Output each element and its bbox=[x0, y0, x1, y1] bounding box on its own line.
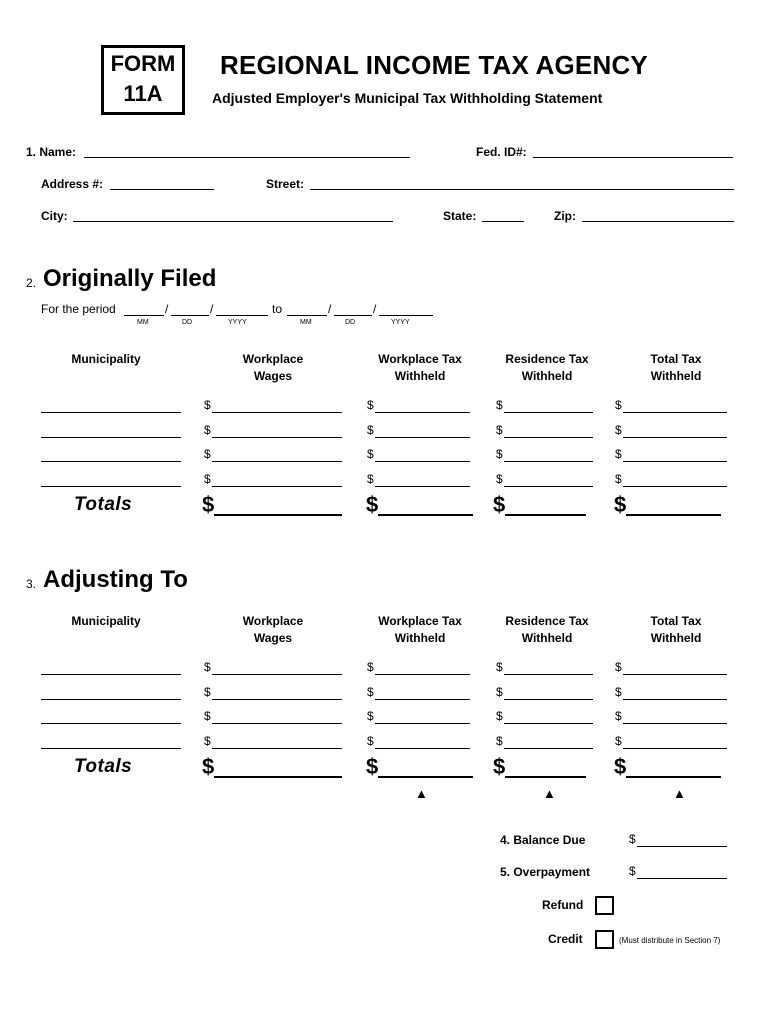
dollar-sign: $ bbox=[496, 660, 503, 674]
residence-tax-field[interactable] bbox=[504, 437, 593, 438]
dollar-sign: $ bbox=[202, 492, 215, 517]
dollar-sign: $ bbox=[629, 832, 636, 846]
dollar-sign: $ bbox=[615, 423, 622, 437]
dollar-sign: $ bbox=[204, 447, 211, 461]
period-end-year[interactable] bbox=[379, 315, 433, 316]
dollar-sign: $ bbox=[367, 398, 374, 412]
col-workplace-tax: Workplace Tax Withheld bbox=[378, 614, 462, 645]
section-3-title: Adjusting To bbox=[43, 566, 188, 593]
period-label: For the period bbox=[41, 302, 116, 316]
residence-tax-field[interactable] bbox=[504, 723, 593, 724]
municipality-field[interactable] bbox=[41, 748, 181, 749]
workplace-wages-field[interactable] bbox=[212, 699, 342, 700]
overpayment-field[interactable] bbox=[637, 878, 727, 879]
zip-label: Zip: bbox=[554, 209, 576, 223]
dollar-sign: $ bbox=[204, 423, 211, 437]
total-tax-field[interactable] bbox=[623, 748, 727, 749]
period-start-year[interactable] bbox=[216, 315, 268, 316]
fed-id-field[interactable] bbox=[533, 157, 733, 158]
fed-id-label: Fed. ID#: bbox=[476, 145, 527, 159]
form-number-box bbox=[101, 45, 185, 115]
period-start-month[interactable] bbox=[124, 315, 164, 316]
dollar-sign: $ bbox=[493, 754, 506, 779]
dollar-sign: $ bbox=[496, 685, 503, 699]
city-label: City: bbox=[41, 209, 68, 223]
date-separator: / bbox=[165, 302, 169, 316]
workplace-wages-field[interactable] bbox=[212, 412, 342, 413]
date-separator: / bbox=[210, 302, 214, 316]
credit-checkbox[interactable] bbox=[595, 930, 614, 949]
municipality-field[interactable] bbox=[41, 723, 181, 724]
total-tax-field[interactable] bbox=[623, 723, 727, 724]
credit-note: (Must distribute in Section 7) bbox=[619, 936, 721, 945]
dollar-sign: $ bbox=[496, 398, 503, 412]
dollar-sign: $ bbox=[366, 492, 379, 517]
dollar-sign: $ bbox=[366, 754, 379, 779]
overpayment-label: 5. Overpayment bbox=[500, 865, 591, 879]
dd-hint: DD bbox=[182, 319, 193, 326]
dollar-sign: $ bbox=[204, 709, 211, 723]
dollar-sign: $ bbox=[367, 709, 374, 723]
dollar-sign: $ bbox=[614, 492, 627, 517]
dollar-sign: $ bbox=[204, 685, 211, 699]
municipality-field[interactable] bbox=[41, 699, 181, 700]
residence-tax-field[interactable] bbox=[504, 486, 593, 487]
residence-tax-field[interactable] bbox=[504, 412, 593, 413]
dollar-sign: $ bbox=[615, 709, 622, 723]
section-2-number: 2. bbox=[26, 276, 37, 290]
dollar-sign: $ bbox=[367, 472, 374, 486]
period-end-day[interactable] bbox=[334, 315, 372, 316]
dollar-sign: $ bbox=[367, 685, 374, 699]
dollar-sign: $ bbox=[614, 754, 627, 779]
workplace-tax-field[interactable] bbox=[375, 748, 470, 749]
workplace-tax-field[interactable] bbox=[375, 437, 470, 438]
workplace-tax-field[interactable] bbox=[375, 461, 470, 462]
dollar-sign: $ bbox=[496, 734, 503, 748]
workplace-wages-field[interactable] bbox=[212, 486, 342, 487]
balance-due-label: 4. Balance Due bbox=[500, 833, 586, 847]
municipality-field[interactable] bbox=[41, 437, 181, 438]
street-label: Street: bbox=[266, 177, 305, 191]
period-end-month[interactable] bbox=[287, 315, 327, 316]
totals-label: Totals bbox=[74, 494, 133, 515]
zip-field[interactable] bbox=[582, 221, 734, 222]
workplace-wages-field[interactable] bbox=[212, 437, 342, 438]
yyyy-hint: YYYY bbox=[391, 319, 410, 326]
state-field[interactable] bbox=[482, 221, 524, 222]
form-number: 11A bbox=[123, 81, 163, 106]
section-2-title: Originally Filed bbox=[43, 265, 217, 292]
total-workplace-tax-field[interactable] bbox=[378, 514, 473, 516]
dollar-sign: $ bbox=[615, 447, 622, 461]
total-workplace-tax-field[interactable] bbox=[378, 776, 473, 778]
refund-label: Refund bbox=[542, 898, 584, 912]
mm-hint: MM bbox=[300, 319, 312, 326]
total-residence-tax-field[interactable] bbox=[505, 776, 586, 778]
workplace-tax-field[interactable] bbox=[375, 723, 470, 724]
workplace-tax-field[interactable] bbox=[375, 699, 470, 700]
name-label: 1. Name: bbox=[26, 145, 77, 159]
col-workplace-tax: Workplace Tax Withheld bbox=[378, 352, 462, 383]
total-tax-field[interactable] bbox=[623, 461, 727, 462]
dollar-sign: $ bbox=[202, 754, 215, 779]
dollar-sign: $ bbox=[496, 447, 503, 461]
up-arrow-icon: ▲ bbox=[415, 786, 428, 801]
dollar-sign: $ bbox=[204, 398, 211, 412]
col-total-tax: Total Tax Withheld bbox=[650, 614, 702, 645]
total-tax-field[interactable] bbox=[623, 486, 727, 487]
period-start-day[interactable] bbox=[171, 315, 209, 316]
dd-hint: DD bbox=[345, 319, 356, 326]
to-label: to bbox=[272, 302, 283, 316]
workplace-wages-field[interactable] bbox=[212, 723, 342, 724]
col-residence-tax: Residence Tax Withheld bbox=[505, 352, 589, 383]
dollar-sign: $ bbox=[367, 734, 374, 748]
dollar-sign: $ bbox=[615, 398, 622, 412]
date-separator: / bbox=[328, 302, 332, 316]
yyyy-hint: YYYY bbox=[228, 319, 247, 326]
up-arrow-icon: ▲ bbox=[673, 786, 686, 801]
total-workplace-wages-field[interactable] bbox=[214, 776, 342, 778]
workplace-wages-field[interactable] bbox=[212, 461, 342, 462]
dollar-sign: $ bbox=[615, 660, 622, 674]
total-tax-field[interactable] bbox=[623, 674, 727, 675]
col-workplace-wages: Workplace Wages bbox=[242, 614, 304, 645]
dollar-sign: $ bbox=[204, 472, 211, 486]
dollar-sign: $ bbox=[496, 709, 503, 723]
dollar-sign: $ bbox=[615, 685, 622, 699]
dollar-sign: $ bbox=[493, 492, 506, 517]
municipality-field[interactable] bbox=[41, 486, 181, 487]
dollar-sign: $ bbox=[615, 472, 622, 486]
date-separator: / bbox=[373, 302, 377, 316]
section-3-number: 3. bbox=[26, 577, 37, 591]
dollar-sign: $ bbox=[204, 734, 211, 748]
residence-tax-field[interactable] bbox=[504, 461, 593, 462]
total-tax-field[interactable] bbox=[623, 699, 727, 700]
credit-label: Credit bbox=[548, 932, 583, 946]
up-arrow-icon: ▲ bbox=[543, 786, 556, 801]
col-residence-tax: Residence Tax Withheld bbox=[505, 614, 589, 645]
residence-tax-field[interactable] bbox=[504, 674, 593, 675]
col-workplace-wages: Workplace Wages bbox=[242, 352, 304, 383]
mm-hint: MM bbox=[137, 319, 149, 326]
dollar-sign: $ bbox=[615, 734, 622, 748]
residence-tax-field[interactable] bbox=[504, 699, 593, 700]
total-tax-field[interactable] bbox=[623, 437, 727, 438]
workplace-wages-field[interactable] bbox=[212, 748, 342, 749]
address-label: Address #: bbox=[41, 177, 104, 191]
municipality-field[interactable] bbox=[41, 412, 181, 413]
dollar-sign: $ bbox=[367, 447, 374, 461]
dollar-sign: $ bbox=[367, 660, 374, 674]
balance-due-field[interactable] bbox=[637, 846, 727, 847]
form-label: FORM bbox=[110, 51, 176, 76]
workplace-tax-field[interactable] bbox=[375, 486, 470, 487]
workplace-tax-field[interactable] bbox=[375, 412, 470, 413]
workplace-tax-field[interactable] bbox=[375, 674, 470, 675]
workplace-wages-field[interactable] bbox=[212, 674, 342, 675]
total-tax-field[interactable] bbox=[623, 412, 727, 413]
col-municipality: Municipality bbox=[71, 614, 141, 628]
name-field[interactable] bbox=[84, 157, 410, 158]
dollar-sign: $ bbox=[367, 423, 374, 437]
state-label: State: bbox=[443, 209, 477, 223]
agency-title: REGIONAL INCOME TAX AGENCY bbox=[220, 50, 648, 80]
dollar-sign: $ bbox=[496, 423, 503, 437]
street-field[interactable] bbox=[310, 189, 734, 190]
municipality-field[interactable] bbox=[41, 674, 181, 675]
total-total-tax-field[interactable] bbox=[626, 514, 721, 516]
total-residence-tax-field[interactable] bbox=[505, 514, 586, 516]
total-total-tax-field[interactable] bbox=[626, 776, 721, 778]
totals-label: Totals bbox=[74, 756, 133, 777]
dollar-sign: $ bbox=[204, 660, 211, 674]
city-field[interactable] bbox=[73, 221, 393, 222]
address-number-field[interactable] bbox=[110, 189, 214, 190]
form-subtitle: Adjusted Employer's Municipal Tax Withholding Statement bbox=[212, 90, 603, 106]
dollar-sign: $ bbox=[496, 472, 503, 486]
municipality-field[interactable] bbox=[41, 461, 181, 462]
dollar-sign: $ bbox=[629, 864, 636, 878]
col-municipality: Municipality bbox=[71, 352, 141, 366]
total-workplace-wages-field[interactable] bbox=[214, 514, 342, 516]
col-total-tax: Total Tax Withheld bbox=[650, 352, 702, 383]
residence-tax-field[interactable] bbox=[504, 748, 593, 749]
refund-checkbox[interactable] bbox=[595, 896, 614, 915]
